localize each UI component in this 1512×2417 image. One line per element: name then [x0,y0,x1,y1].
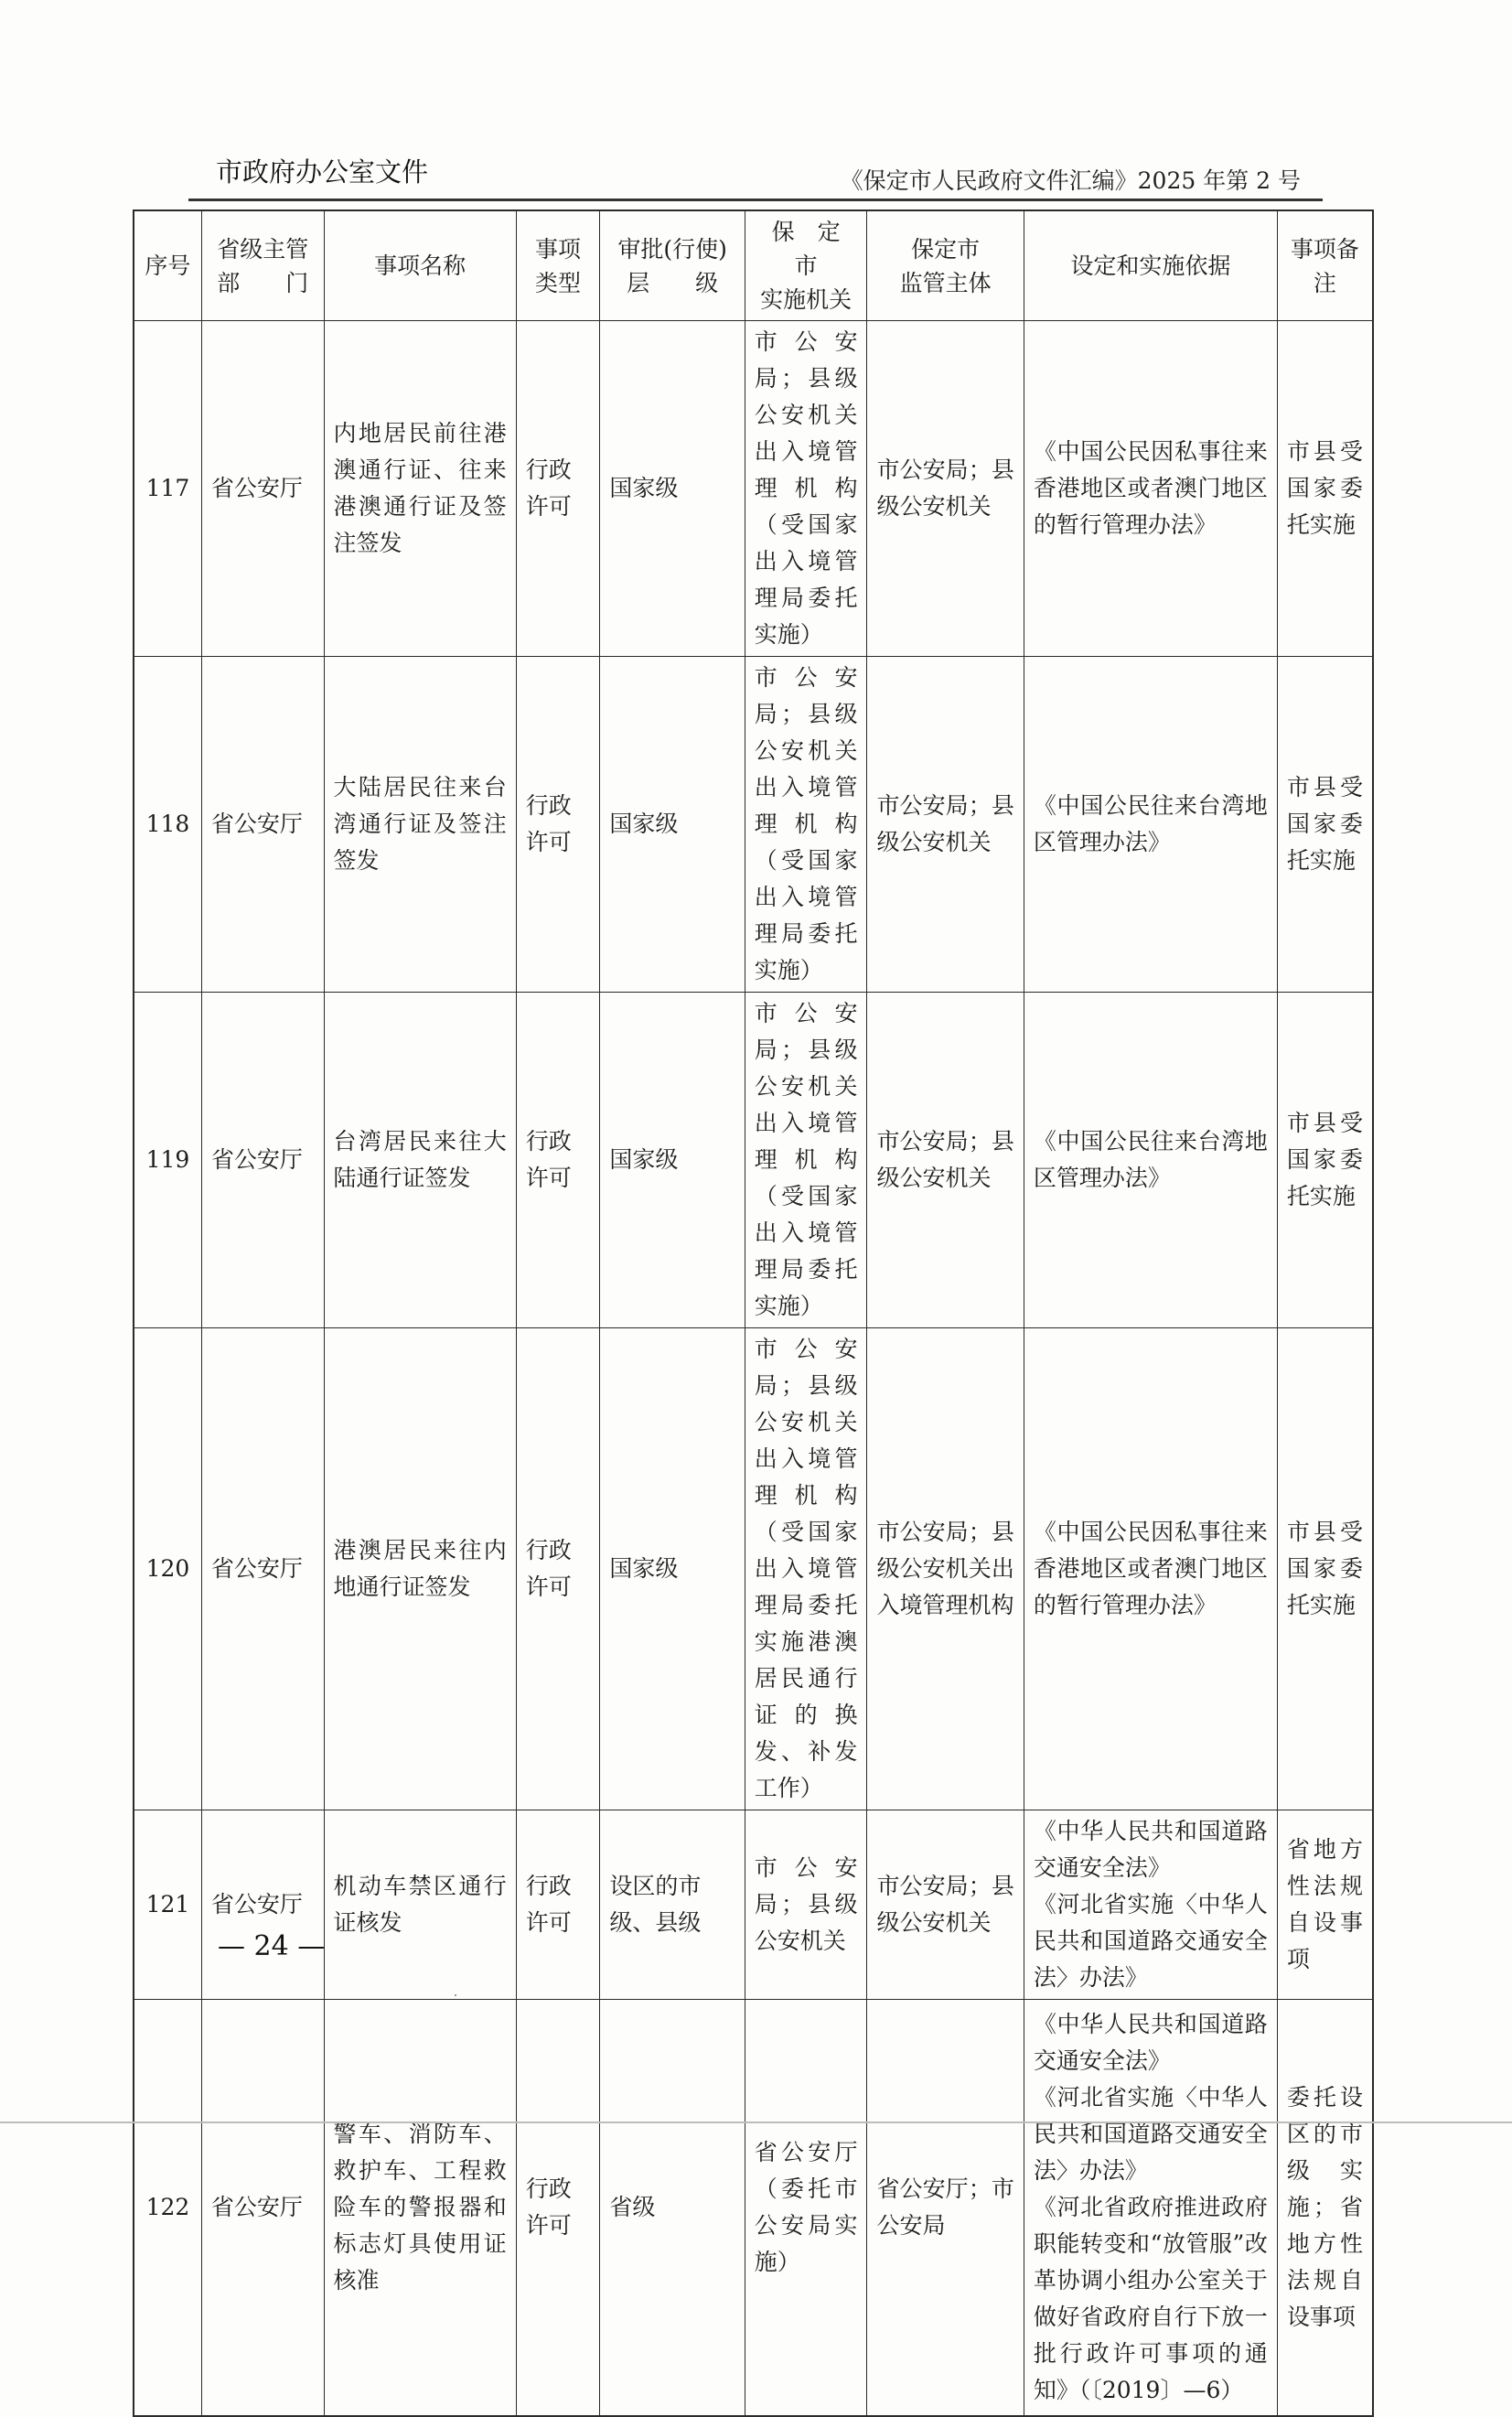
cell-type: 行政许可 [516,321,600,657]
col-header-no: 序号 [134,210,201,321]
cell-type: 行政许可 [516,1810,600,2000]
document-series-title: 市政府办公室文件 [216,156,429,188]
cell-basis: 《中国公民因私事往来香港地区或者澳门地区的暂行管理办法》 [1024,1328,1277,1810]
cell-basis: 《中国公民往来台湾地区管理办法》 [1024,993,1277,1328]
cell-dept: 省公安厅 [201,2000,324,2416]
table-row [134,321,1373,657]
cell-note: 省地方性法规自设事项 [1277,1810,1373,2000]
cell-basis: 《中华人民共和国道路交通安全法》 《河北省实施〈中华人民共和国道路交通安全法〉办法》 《河北省政府推进政府职能转变和“放管服”改革协调小组办公室关于做好省政府自行下放一批行政许可事项的通知》（〔2019〕—6） [1024,2000,1277,2416]
table-row [134,993,1373,1328]
cell-supervisor: 市公安局；县级公安机关 [867,1810,1024,2000]
cell-supervisor: 市公安局；县级公安机关 [867,657,1024,993]
cell-supervisor: 市公安局；县级公安机关出入境管理机构 [867,1328,1024,1810]
cell-org: 省公安厅（委托市公安局实施） [745,2000,867,2416]
table-row [134,657,1373,993]
table-header [134,210,1373,321]
cell-type: 行政许可 [516,2000,600,2416]
cell-note: 委托设区的市级实施；省地方性法规自设事项 [1277,2000,1373,2416]
cell-level: 国家级 [600,1328,745,1810]
cell-no: 118 [134,657,201,993]
cell-org: 市公安局；县级公安机关出入境管理机构（受国家出入境管理局委托实施） [745,657,867,993]
cell-note: 市县受国家委托实施 [1277,1328,1373,1810]
col-header-dept: 省级主管 部 门 [201,210,324,321]
cell-type: 行政许可 [516,993,600,1328]
cell-no: 117 [134,321,201,657]
table-body [134,321,1373,2416]
col-header-org: 保 定 市 实施机关 [745,210,867,321]
col-header-note: 事项备注 [1277,210,1373,321]
cell-level: 国家级 [600,993,745,1328]
cell-type: 行政许可 [516,657,600,993]
cell-name: 机动车禁区通行证核发 [324,1810,516,2000]
cell-no: 122 [134,2000,201,2416]
cell-level: 国家级 [600,657,745,993]
compilation-issue-title: 《保定市人民政府文件汇编》2025 年第 2 号 [840,167,1301,194]
scan-speck [455,1994,456,1996]
col-header-type: 事项 类型 [516,210,600,321]
cell-note: 市县受国家委托实施 [1277,657,1373,993]
cell-dept: 省公安厅 [201,1810,324,2000]
cell-type: 行政许可 [516,1328,600,1810]
cell-org: 市公安局；县级公安机关 [745,1810,867,2000]
cell-dept: 省公安厅 [201,1328,324,1810]
table-row [134,2000,1373,2416]
cell-dept: 省公安厅 [201,657,324,993]
cell-note: 市县受国家委托实施 [1277,993,1373,1328]
cell-name: 港澳居民来往内地通行证签发 [324,1328,516,1810]
cell-no: 120 [134,1328,201,1810]
cell-supervisor: 市公安局；县级公安机关 [867,321,1024,657]
permission-items-table [133,209,1374,2417]
col-header-name: 事项名称 [324,210,516,321]
cell-basis: 《中国公民往来台湾地区管理办法》 [1024,657,1277,993]
cell-org: 市公安局；县级公安机关出入境管理机构（受国家出入境管理局委托实施） [745,993,867,1328]
col-header-level: 审批(行使) 层 级 [600,210,745,321]
table-row [134,1328,1373,1810]
table-row [134,1810,1373,2000]
cell-note: 市县受国家委托实施 [1277,321,1373,657]
scan-edge-line [0,2122,1512,2123]
cell-level: 省级 [600,2000,745,2416]
page-number: — 24 — [218,1930,326,1962]
cell-basis: 《中国公民因私事往来香港地区或者澳门地区的暂行管理办法》 [1024,321,1277,657]
header-rule [188,199,1323,201]
cell-dept: 省公安厅 [201,993,324,1328]
cell-level: 国家级 [600,321,745,657]
col-header-basis: 设定和实施依据 [1024,210,1277,321]
cell-org: 市公安局；县级公安机关出入境管理机构（受国家出入境管理局委托实施港澳居民通行证的换发、补发工作） [745,1328,867,1810]
header-row [134,210,1373,321]
cell-no: 121 [134,1810,201,2000]
cell-supervisor: 市公安局；县级公安机关 [867,993,1024,1328]
cell-dept: 省公安厅 [201,321,324,657]
cell-basis: 《中华人民共和国道路交通安全法》 《河北省实施〈中华人民共和国道路交通安全法〉办法》 [1024,1810,1277,2000]
cell-name: 台湾居民来往大陆通行证签发 [324,993,516,1328]
col-header-supervisor: 保定市 监管主体 [867,210,1024,321]
cell-org: 市公安局；县级公安机关出入境管理机构（受国家出入境管理局委托实施） [745,321,867,657]
cell-name: 大陆居民往来台湾通行证及签注签发 [324,657,516,993]
cell-level: 设区的市级、县级 [600,1810,745,2000]
cell-supervisor: 省公安厅；市公安局 [867,2000,1024,2416]
cell-name: 内地居民前往港澳通行证、往来港澳通行证及签注签发 [324,321,516,657]
cell-name: 警车、消防车、救护车、工程救险车的警报器和标志灯具使用证核准 [324,2000,516,2416]
cell-no: 119 [134,993,201,1328]
